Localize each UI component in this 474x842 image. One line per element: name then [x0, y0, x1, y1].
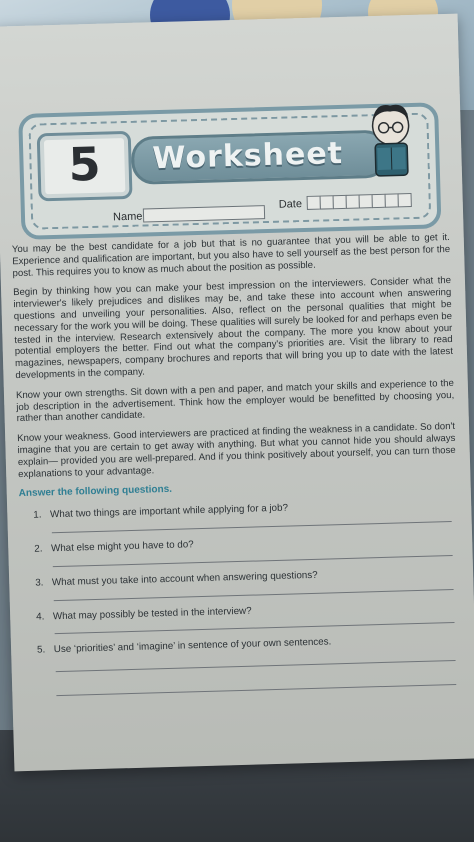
answer-line[interactable] [56, 684, 456, 696]
question-text: What two things are important while applying for a job? [49, 502, 289, 521]
answer-line[interactable] [55, 622, 455, 634]
paragraph: Know your weakness. Good interviewers are practiced at finding the weakness in a candidate. So don't imagine that you are certain to get away with anything. But what you cannot hide you should always explain— provided you are well-prepared. And if you think positively about yourself, you can turn those explanations to your advantage. [17, 421, 456, 480]
paragraph: Know your own strengths. Sit down with a pen and paper, and match your skills and experience to the job description in the advertisement. Think how the employer would be benefitted by choosing you, rather than another candidate. [15, 377, 455, 425]
question-text: What may possibly be tested in the interview? [52, 605, 252, 622]
question-number: 2. [34, 543, 43, 555]
worksheet-page [0, 14, 474, 772]
worksheet-title: Worksheet [151, 135, 344, 177]
date-label: Date [278, 198, 303, 211]
reading-boy-illustration-icon [350, 96, 432, 188]
answer-line[interactable] [52, 521, 452, 533]
worksheet-body [12, 232, 463, 705]
date-cell[interactable] [398, 193, 412, 207]
question-text: What else might you have to do? [50, 539, 194, 555]
answer-line[interactable] [54, 589, 454, 601]
question-item [37, 633, 463, 705]
worksheet-number: 5 [67, 136, 102, 192]
question-text: What must you take into account when answering questions? [51, 569, 318, 588]
date-field[interactable] [307, 193, 411, 208]
question-text: Use ‘priorities’ and ‘imagine’ in sentence of your own sentences. [53, 636, 332, 656]
question-number: 5. [36, 644, 46, 656]
questions-heading: Answer the following questions. [18, 484, 173, 500]
paragraph: You may be the best candidate for a job but that is no guarantee that you will be able to get it. Experience and qualification are important, but you also have to sell yourself as the best person for the post. This requires you to know as much about the position as possible. [11, 231, 451, 279]
worksheet-header [18, 102, 441, 240]
name-label: Name [112, 210, 143, 224]
question-number: 3. [35, 577, 44, 589]
paragraph: Begin by thinking how you can make your best impression on the interviewers. Consider what the interviewer's likely prejudices and dislikes may be, and take these into account when answering questions and unveiling your personalities. Also, reflect on the personal qualities that might be necessary for the work you will be doing. These qualities will surely be looked for and perhaps even be tested in the interview. Research extensively about the company. The more you know about your potential employers the better. Find out what the company's priorities are. Visit the library to read magazines, newspapers, company brochures and reports that will bring you up to date with the latest developments in the company. [12, 275, 454, 382]
answer-line[interactable] [53, 555, 453, 567]
question-number: 4. [36, 610, 45, 623]
title-banner [131, 130, 388, 185]
question-number: 1. [33, 509, 42, 521]
worksheet-number-box [37, 131, 133, 202]
answer-line[interactable] [56, 660, 456, 672]
